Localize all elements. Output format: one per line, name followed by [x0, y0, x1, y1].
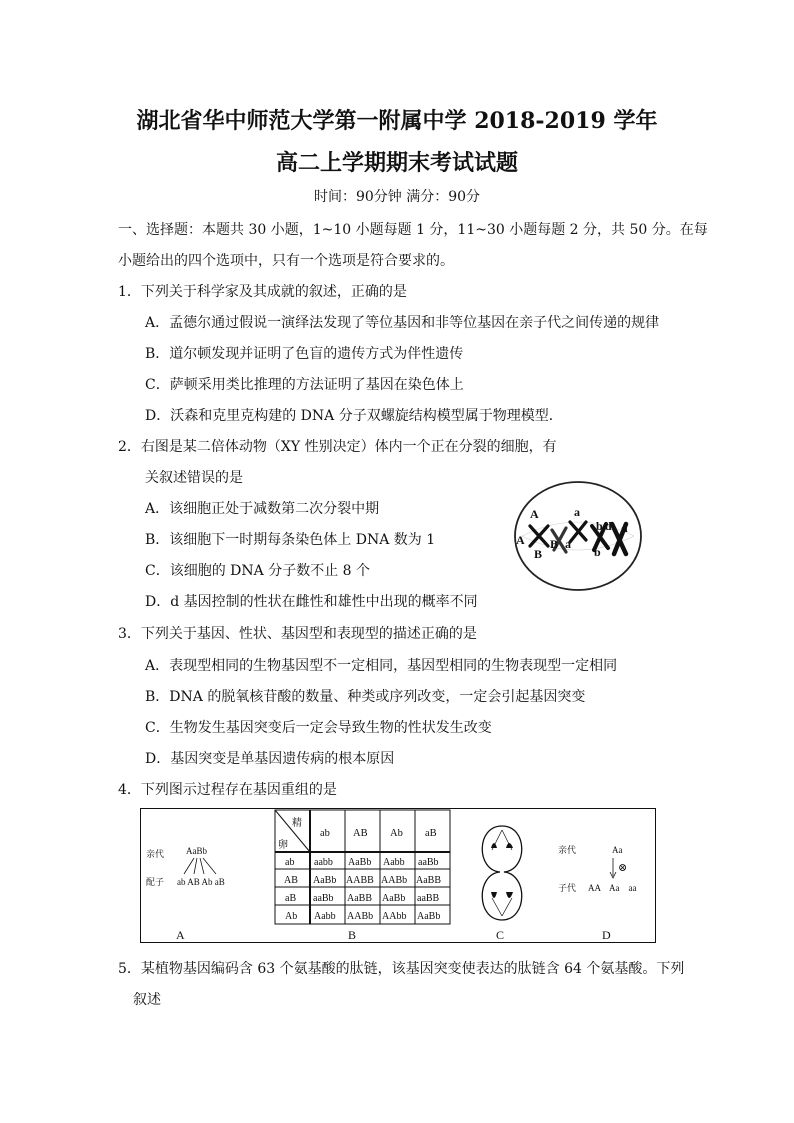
gene-label: A: [516, 533, 525, 547]
table-header: ab: [320, 828, 330, 839]
page-subtitle: 高二上学期期末考试试题: [275, 150, 518, 176]
question-2-stem-line1: 2．右图是某二倍体动物（XY 性别决定）体内一个正在分裂的细胞，有: [118, 439, 557, 455]
question-1-option-c: C．萨顿采用类比推理的方法证明了基因在染色体上: [145, 377, 464, 393]
table-row-header: AB: [284, 875, 298, 886]
question-4-figure: [140, 808, 656, 944]
dividing-cell-figure: [508, 478, 648, 594]
table-row-header: ab: [285, 857, 295, 868]
question-2-option-d: D．d 基因控制的性状在雌性和雄性中出现的概率不同: [145, 594, 478, 610]
table-cell: aabb: [314, 857, 333, 868]
gene-label: d: [605, 519, 612, 533]
fig-a-gamete-label: 配子: [146, 877, 165, 887]
gene-label: a: [565, 537, 571, 551]
fig-a-caption: A: [176, 928, 185, 942]
fig-d-caption: D: [602, 928, 611, 942]
self-cross-symbol: ⊗: [618, 862, 628, 874]
question-5-stem-line2: 叙述: [133, 992, 161, 1008]
gene-label: A: [530, 507, 539, 521]
table-header: Ab: [390, 828, 403, 839]
table-cell: Aabb: [314, 911, 336, 922]
table-cell: AaBb: [417, 911, 441, 922]
gene-label: B: [550, 537, 559, 551]
fig-d-parent-genotype: Aa: [612, 845, 623, 855]
section-intro-line2: 小题给出的四个选项中，只有一个选项是符合要求的。: [118, 253, 454, 269]
question-2-option-c: C．该细胞的 DNA 分子数不止 8 个: [145, 563, 371, 579]
table-cell: AAbb: [382, 911, 407, 922]
time-info: 时间：90分钟 满分：90分: [313, 189, 481, 205]
gene-label: B: [534, 547, 543, 561]
question-3-option-d: D．基因突变是单基因遗传病的根本原因: [145, 751, 395, 767]
table-header: aB: [425, 828, 437, 839]
question-3-option-b: B．DNA 的脱氧核苷酸的数量、种类或序列改变，一定会引起基因突变: [145, 689, 586, 705]
table-cell: Aabb: [383, 857, 405, 868]
table-row-header: aB: [285, 893, 297, 904]
question-5-stem-line1: 5．某植物基因编码含 63 个氨基酸的肽链，该基因突变使表达的肽链含 64 个氨基酸。下列: [118, 961, 685, 977]
table-cell: AaBb: [348, 857, 372, 868]
table-corner-sperm: 精: [292, 818, 302, 829]
fig-d-children: AA Aa aa: [588, 883, 637, 893]
fig-d-child-label: 子代: [558, 883, 577, 893]
fig-a-parent-label: 亲代: [146, 849, 165, 859]
question-2-option-a: A．该细胞正处于减数第二次分裂中期: [145, 501, 380, 517]
gene-label: b: [594, 545, 601, 559]
fig-d-parent-label: 亲代: [558, 845, 577, 855]
question-1-option-d: D．沃森和克里克构建的 DNA 分子双螺旋结构模型属于物理模型．: [145, 408, 563, 424]
question-1-option-b: B．道尔顿发现并证明了色盲的遗传方式为伴性遗传: [145, 346, 464, 362]
table-cell: aaBB: [417, 893, 440, 904]
fig-b-caption: B: [348, 928, 357, 942]
question-1-option-a: A．孟德尔通过假说一演绎法发现了等位基因和非等位基因在亲子代之间传递的规律: [145, 315, 660, 331]
fig-a-parent-genotype: AaBb: [186, 846, 207, 856]
table-corner-egg: 卵: [278, 840, 288, 851]
table-cell: AaBb: [313, 875, 337, 886]
question-1-stem: 1．下列关于科学家及其成就的叙述，正确的是: [118, 284, 407, 300]
table-cell: aaBb: [313, 893, 334, 904]
chromosome-3: [570, 522, 586, 542]
table-cell: AABb: [381, 875, 408, 886]
question-2-stem-line2: 关叙述错误的是: [145, 470, 243, 486]
question-3-option-a: A．表现型相同的生物基因型不一定相同，基因型相同的生物表现型一定相同: [145, 658, 618, 674]
fig-a-gametes: ab AB Ab aB: [177, 877, 225, 887]
gene-label: a: [574, 505, 580, 519]
fig-c-caption: C: [496, 928, 505, 942]
table-cell: AaBb: [382, 893, 406, 904]
question-4-stem: 4．下列图示过程存在基因重组的是: [118, 782, 337, 798]
table-row-header: Ab: [285, 911, 298, 922]
table-cell: AaBB: [416, 875, 441, 886]
table-header: AB: [353, 828, 368, 839]
question-3-stem: 3．下列关于基因、性状、基因型和表现型的描述正确的是: [118, 626, 477, 642]
table-cell: AABB: [346, 875, 374, 886]
section-intro-line1: 一、选择题：本题共 30 小题，1~10 小题每题 1 分，11~30 小题每题 2 分，共 50 分。在每: [118, 222, 708, 238]
page-title: 湖北省华中师范大学第一附属中学 2018-2019 学年: [136, 108, 658, 134]
table-cell: AaBB: [347, 893, 372, 904]
table-cell: aaBb: [418, 857, 439, 868]
question-3-option-c: C．生物发生基因突变后一定会导致生物的性状发生改变: [145, 720, 492, 736]
question-2-option-b: B．该细胞下一时期每条染色体上 DNA 数为 1: [145, 532, 436, 548]
gene-label: b: [596, 519, 603, 533]
table-cell: AABb: [347, 911, 374, 922]
gene-label: d: [621, 521, 628, 535]
